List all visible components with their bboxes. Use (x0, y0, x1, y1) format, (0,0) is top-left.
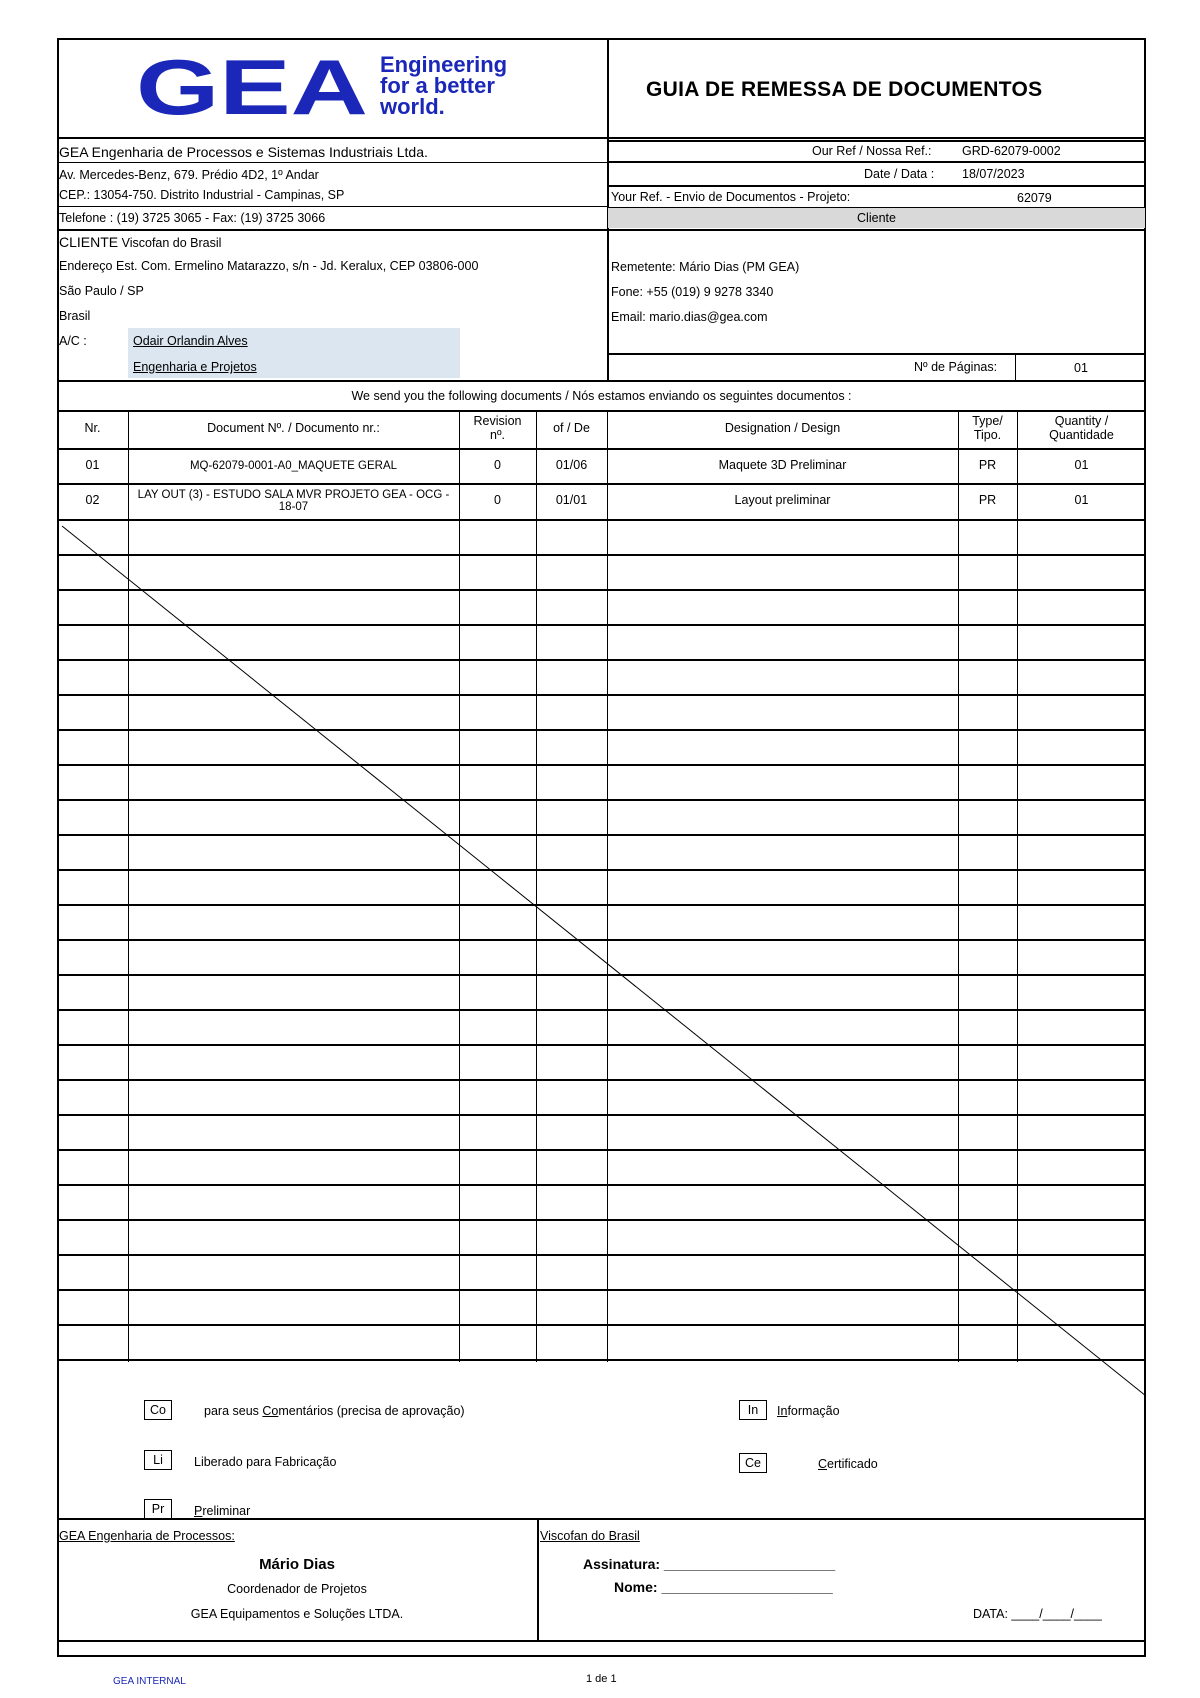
legend-co: para seus Comentários (precisa de aprovação) (204, 1404, 465, 1418)
our-ref-value: GRD-62079-0002 (962, 144, 1061, 158)
row1-of: 01/06 (555, 458, 588, 473)
legend-pr: Preliminar (194, 1504, 251, 1518)
send-line: We send you the following documents / Nós estamos enviando os seguintes documentos : (351, 389, 852, 403)
signer-company: GEA Equipamentos e Soluções LTDA. (190, 1607, 404, 1621)
client-country: Brasil (59, 309, 91, 323)
date-value: 18/07/2023 (962, 167, 1025, 181)
legend-in: Informação (777, 1404, 840, 1418)
th-of: of / De (553, 421, 590, 436)
signer-name: Mário Dias (259, 1556, 335, 1573)
row2-doc: LAY OUT (3) - ESTUDO SALA MVR PROJETO GEA - OCG - 18-07 (137, 488, 450, 513)
legend-li: Liberado para Fabricação (194, 1455, 337, 1469)
company-cep: CEP.: 13054-750. Distrito Industrial - Campinas, SP (59, 188, 345, 202)
doc-title: GUIA DE REMESSA DE DOCUMENTOS (646, 78, 1043, 101)
client-sign-label: Viscofan do Brasil (540, 1529, 640, 1543)
row1-rev: 0 (494, 458, 501, 473)
assinatura-field[interactable]: Assinatura: ______________________ (583, 1556, 836, 1572)
code-in: In (739, 1400, 767, 1420)
code-co: Co (144, 1400, 172, 1420)
row1-type: PR (978, 458, 997, 473)
ac-name: Odair Orlandin Alves (133, 334, 248, 348)
legend-ce: Certificado (818, 1457, 878, 1471)
th-type: Type/ Tipo. (972, 414, 1003, 442)
signer-role: Coordenador de Projetos (227, 1582, 367, 1596)
th-rev: Revision nº. (473, 414, 522, 442)
row2-nr: 02 (85, 493, 100, 508)
sender-email: Email: mario.dias@gea.com (611, 310, 768, 324)
row2-type: PR (978, 493, 997, 508)
pages-value: 01 (1074, 361, 1088, 375)
classification: GEA INTERNAL (113, 1676, 186, 1687)
row1-nr: 01 (85, 458, 100, 473)
th-qty: Quantity / Quantidade (1049, 414, 1114, 442)
row1-designation: Maquete 3D Preliminar (718, 458, 847, 473)
th-nr: Nr. (84, 421, 101, 436)
ac-label: A/C : (59, 334, 87, 348)
th-designation: Designation / Design (724, 421, 841, 436)
data-field[interactable]: DATA: ____/____/____ (973, 1607, 1102, 1621)
row2-of: 01/01 (555, 493, 588, 508)
th-doc: Document Nº. / Documento nr.: (207, 421, 380, 436)
project-number: 62079 (1017, 191, 1052, 205)
code-li: Li (144, 1450, 172, 1470)
row2-designation: Layout preliminar (734, 493, 831, 508)
code-ce: Ce (739, 1453, 767, 1473)
client-title: CLIENTE Viscofan do Brasil (59, 234, 222, 250)
client-address: Endereço Est. Com. Ermelino Matarazzo, s/n - Jd. Keralux, CEP 03806-000 (59, 259, 479, 273)
company-phone: Telefone : (19) 3725 3065 - Fax: (19) 3725 3066 (59, 211, 326, 225)
client-city: São Paulo / SP (59, 284, 144, 298)
sender-phone: Fone: +55 (019) 9 9278 3340 (611, 285, 774, 299)
tagline: Engineering for a better world. (380, 52, 508, 119)
code-pr: Pr (144, 1499, 172, 1519)
row1-doc: MQ-62079-0001-A0_MAQUETE GERAL (189, 459, 398, 472)
row2-rev: 0 (494, 493, 501, 508)
our-ref-label: Our Ref / Nossa Ref.: (812, 144, 932, 158)
company-name: GEA Engenharia de Processos e Sistemas Industriais Ltda. (59, 144, 428, 160)
client-label: Cliente (857, 211, 896, 225)
page-number: 1 de 1 (586, 1673, 617, 1685)
row1-qty: 01 (1074, 458, 1089, 473)
row2-qty: 01 (1074, 493, 1089, 508)
sender-name: Remetente: Mário Dias (PM GEA) (611, 260, 800, 274)
svg-text:GEA: GEA (136, 52, 368, 124)
date-label: Date / Data : (864, 167, 935, 181)
ac-dept: Engenharia e Projetos (133, 360, 257, 374)
company-address: Av. Mercedes-Benz, 679. Prédio 4D2, 1º Andar (59, 168, 319, 182)
pages-label: Nº de Páginas: (914, 360, 998, 374)
nome-field[interactable]: Nome: ______________________ (614, 1579, 833, 1595)
your-ref-label: Your Ref. - Envio de Documentos - Projeto: (611, 190, 851, 204)
gea-sign-label: GEA Engenharia de Processos: (59, 1529, 235, 1543)
